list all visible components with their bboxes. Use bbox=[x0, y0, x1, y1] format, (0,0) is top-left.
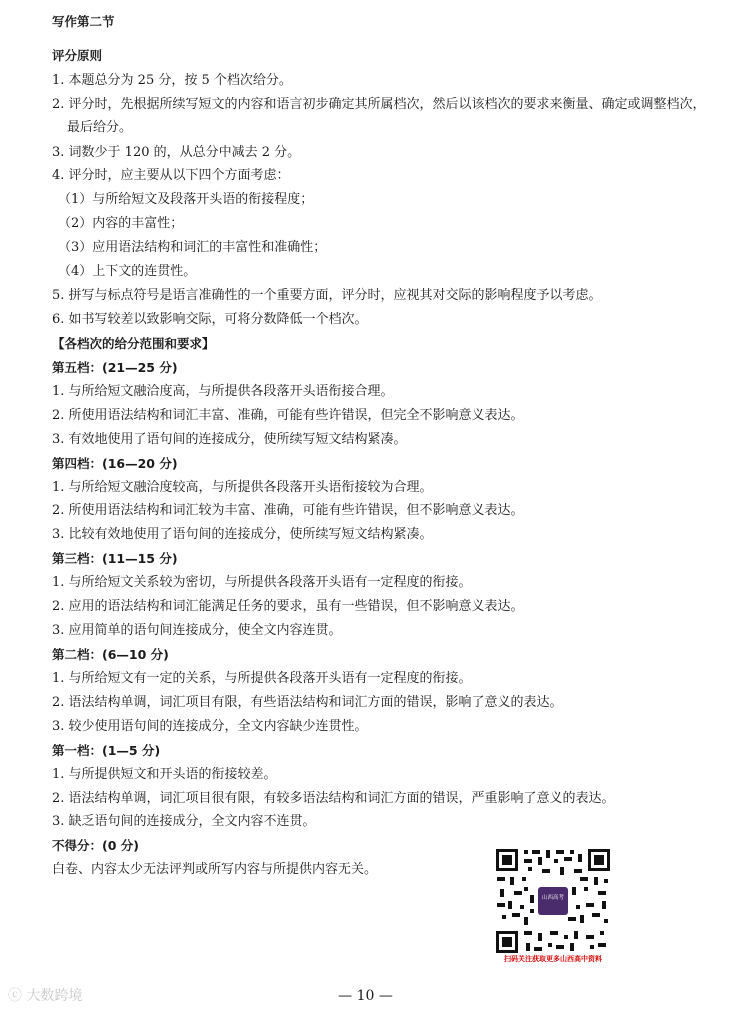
level-item: 2. 所使用语法结构和词汇丰富、准确，可能有些许错误，但完全不影响意义表达。 bbox=[52, 408, 524, 423]
principle-item: 4. 评分时，应主要从以下四个方面考虑： bbox=[52, 168, 290, 183]
principle-item: 最后给分。 bbox=[67, 120, 133, 135]
level-item: 1. 与所给短文融洽度较高，与所提供各段落开头语衔接较为合理。 bbox=[52, 480, 433, 495]
level-item: 1. 与所提供短文和开头语的衔接较差。 bbox=[52, 767, 277, 782]
section-title: 写作第二节 bbox=[52, 14, 115, 29]
level-item: 1. 与所给短文融洽度高，与所提供各段落开头语衔接合理。 bbox=[52, 384, 394, 399]
principle-item: 3. 词数少于 120 的，从总分中减去 2 分。 bbox=[52, 145, 301, 160]
principle-subitem: （4）上下文的连贯性。 bbox=[58, 264, 197, 279]
level-title: 不得分：(0 分) bbox=[52, 838, 139, 853]
principle-subitem: （2）内容的丰富性； bbox=[58, 216, 184, 231]
principle-item: 5. 拼写与标点符号是语言准确性的一个重要方面，评分时，应视其对交际的影响程度予以考虑。 bbox=[52, 288, 602, 303]
level-item: 3. 较少使用语句间的连接成分，全文内容缺少连贯性。 bbox=[52, 719, 368, 734]
principle-subitem: （3）应用语法结构和词汇的丰富性和准确性； bbox=[58, 240, 327, 255]
level-item: 白卷、内容太少无法评判或所写内容与所提供内容无关。 bbox=[52, 862, 378, 877]
level-item: 2. 应用的语法结构和词汇能满足任务的要求，虽有一些错误，但不影响意义表达。 bbox=[52, 599, 524, 614]
page-number: — 10 — bbox=[338, 988, 393, 1004]
level-item: 2. 语法结构单调，词汇项目很有限，有较多语法结构和词汇方面的错误，严重影响了意义的表达。 bbox=[52, 791, 615, 806]
level-item: 1. 与所给短文关系较为密切，与所提供各段落开头语有一定程度的衔接。 bbox=[52, 575, 472, 590]
level-title: 第一档：(1—5 分) bbox=[52, 743, 161, 758]
principle-item: 2. 评分时，先根据所续写短文的内容和语言初步确定其所属档次，然后以该档次的要求来衡量、确定或调整档次， bbox=[52, 97, 706, 112]
qr-center-label: 山西高考 bbox=[541, 895, 565, 901]
level-item: 3. 应用简单的语句间连接成分，使全文内容连贯。 bbox=[52, 623, 342, 638]
level-title: 第五档：(21—25 分) bbox=[52, 360, 178, 375]
watermark-text: 大数跨境 bbox=[26, 988, 83, 1004]
level-item: 3. 比较有效地使用了语句间的连接成分，使所续写短文结构紧凑。 bbox=[52, 527, 433, 542]
level-item: 1. 与所给短文有一定的关系，与所提供各段落开头语有一定程度的衔接。 bbox=[52, 671, 472, 686]
qr-caption: 扫码关注获取更多山西高中资料 bbox=[504, 955, 602, 963]
level-item: 3. 有效地使用了语句间的连接成分，使所续写短文结构紧凑。 bbox=[52, 432, 407, 447]
level-title: 第三档：(11—15 分) bbox=[52, 551, 178, 566]
level-title: 第四档：(16—20 分) bbox=[52, 456, 178, 471]
level-item: 2. 所使用语法结构和词汇较为丰富、准确，可能有些许错误，但不影响意义表达。 bbox=[52, 503, 524, 518]
principle-item: 1. 本题总分为 25 分，按 5 个档次给分。 bbox=[52, 73, 292, 88]
level-item: 3. 缺乏语句间的连接成分，全文内容不连贯。 bbox=[52, 814, 316, 829]
principles-title: 评分原则 bbox=[52, 48, 103, 63]
watermark-logo-icon: ⓒ bbox=[8, 988, 22, 1004]
level-title: 第二档：(6—10 分) bbox=[52, 647, 169, 662]
level-item: 2. 语法结构单调，词汇项目有限，有些语法结构和词汇方面的错误，影响了意义的表达。 bbox=[52, 695, 563, 710]
levels-title: 【各档次的给分范围和要求】 bbox=[52, 336, 215, 351]
principle-item: 6. 如书写较差以致影响交际，可将分数降低一个档次。 bbox=[52, 312, 368, 327]
principle-subitem: （1）与所给短文及段落开头语的衔接程度； bbox=[58, 192, 314, 207]
qr-code-icon bbox=[494, 847, 612, 955]
